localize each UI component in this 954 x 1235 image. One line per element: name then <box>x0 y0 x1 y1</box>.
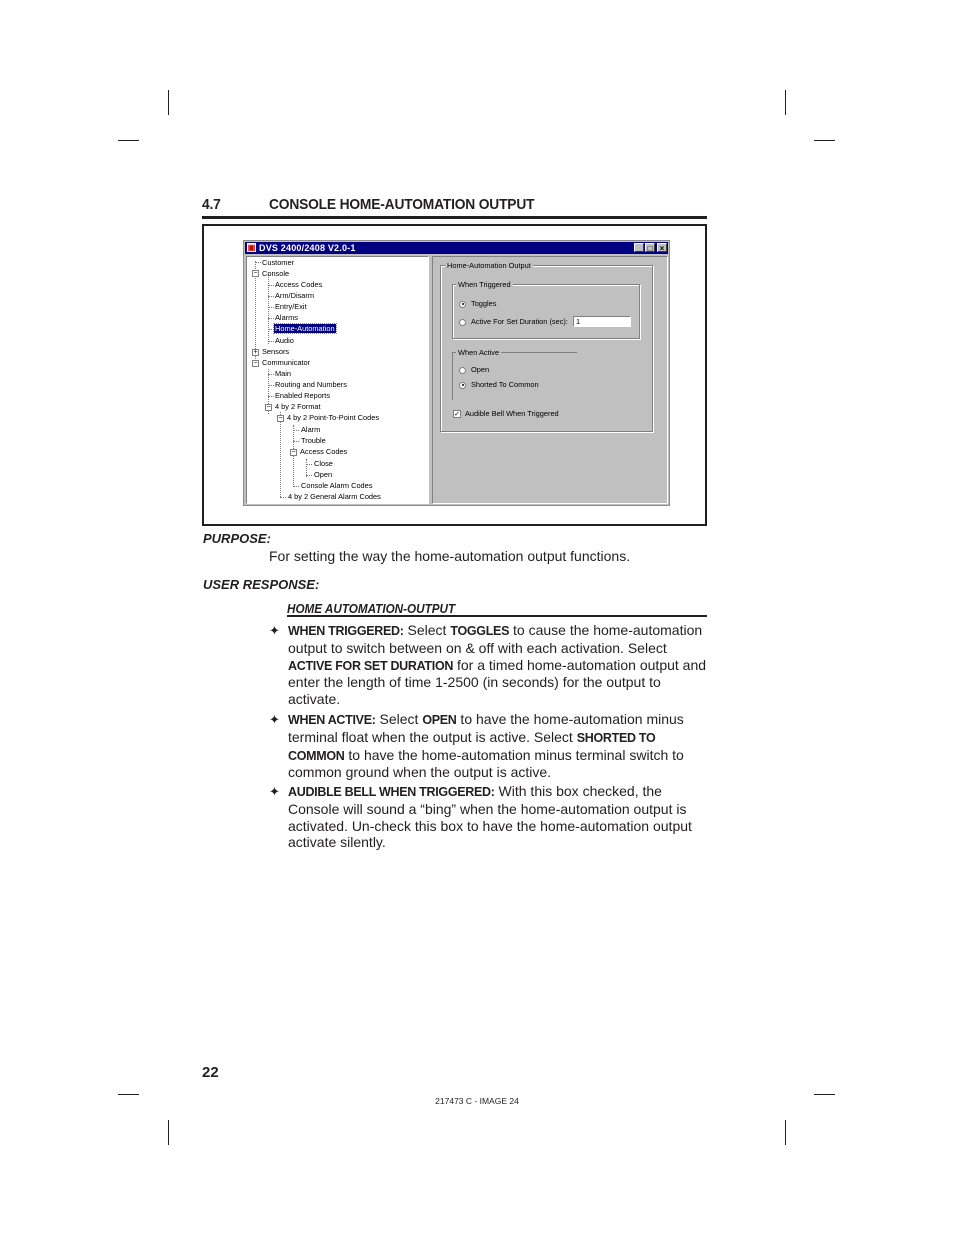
tree-item-4by2-general-codes[interactable]: 4 by 2 General Alarm Codes <box>288 492 381 501</box>
tree-item-sensors[interactable]: Sensors <box>262 347 290 356</box>
section-number: 4.7 <box>202 196 221 213</box>
tree-item-customer[interactable]: Customer <box>262 258 295 267</box>
crop-mark <box>168 1120 169 1145</box>
tree-connector <box>268 318 274 319</box>
tree-connector <box>268 296 274 297</box>
screenshot-frame <box>202 224 707 526</box>
collapse-icon[interactable]: − <box>291 449 296 456</box>
tree-connector <box>268 374 274 375</box>
duration-input[interactable]: 1 <box>573 316 631 327</box>
window-title: DVS 2400/2408 V2.0-1 <box>259 243 356 253</box>
subheading: HOME AUTOMATION-OUTPUT <box>287 600 707 617</box>
tree-item-alarm[interactable]: Alarm <box>301 425 321 434</box>
tree-connector <box>268 385 274 386</box>
tree-item-open[interactable]: Open <box>314 470 333 479</box>
tree-item-access-codes-sub[interactable]: Access Codes <box>300 447 348 456</box>
radio-selected-icon <box>459 382 466 389</box>
radio-unselected-icon <box>459 367 466 374</box>
purpose-label: PURPOSE: <box>203 531 271 546</box>
user-response-label: USER RESPONSE: <box>203 577 320 592</box>
tree-item-close[interactable]: Close <box>314 459 333 468</box>
toggles-radio[interactable]: Toggles <box>459 299 496 308</box>
bullet-icon: ✦ <box>269 712 280 727</box>
radio-unselected-icon <box>459 319 466 326</box>
settings-tree[interactable] <box>246 256 429 504</box>
group-title: Home-Automation Output <box>447 261 531 270</box>
collapse-icon[interactable]: − <box>253 360 258 367</box>
when-active-group <box>452 348 577 400</box>
section-heading <box>202 196 707 219</box>
when-triggered-group <box>452 280 640 339</box>
tree-item-trouble[interactable]: Trouble <box>301 436 326 445</box>
crop-mark <box>814 1094 835 1095</box>
audible-bell-checkbox[interactable]: ✓ Audible Bell When Triggered <box>454 409 559 419</box>
close-icon[interactable]: × <box>657 243 667 252</box>
when-active-label: When Active <box>458 348 500 357</box>
crop-mark <box>118 1094 139 1095</box>
tree-connector <box>268 285 274 286</box>
crop-mark <box>168 90 169 115</box>
open-radio[interactable]: Open <box>459 365 489 374</box>
tree-connector <box>280 497 286 498</box>
list-item: WHEN ACTIVE: Select OPEN to have the home-automation minus terminal float when the output is active. Select SHORTED TO COMMON to have the home-automation minus terminal switch to common ground when the output is active. <box>288 711 684 781</box>
app-icon: ▣ <box>247 243 256 252</box>
tree-item-arm-disarm[interactable]: Arm/Disarm <box>275 291 315 300</box>
bullet-icon: ✦ <box>269 784 280 799</box>
collapse-icon[interactable]: − <box>266 404 271 411</box>
radio-selected-icon <box>459 301 466 308</box>
crop-mark <box>785 1120 786 1145</box>
tree-item-main[interactable]: Main <box>275 369 292 378</box>
tree-item-alarms[interactable]: Alarms <box>275 313 298 322</box>
tree-item-audio[interactable]: Audio <box>275 336 294 345</box>
settings-panel <box>432 256 668 504</box>
tree-connector <box>268 396 274 397</box>
tree-connector <box>255 262 261 263</box>
tree-connector <box>280 412 281 497</box>
shorted-to-common-radio[interactable]: Shorted To Common <box>459 380 539 389</box>
page-number: 22 <box>202 1064 219 1081</box>
expand-icon[interactable]: + <box>253 349 258 356</box>
tree-item-access-codes[interactable]: Access Codes <box>275 280 323 289</box>
tree-connector <box>293 430 299 431</box>
tree-connector <box>306 464 312 465</box>
maximize-icon[interactable]: □ <box>645 243 655 252</box>
minimize-icon[interactable]: _ <box>634 243 644 252</box>
crop-mark <box>785 90 786 115</box>
checkbox-checked-icon: ✓ <box>454 411 460 419</box>
list-item: AUDIBLE BELL WHEN TRIGGERED: With this box checked, the Console will sound a “bing” when the home-automation output is activated. Un-check this box to have the home-automation output activate silently. <box>288 783 692 851</box>
tree-item-enabled-reports[interactable]: Enabled Reports <box>275 391 331 400</box>
bullet-icon: ✦ <box>269 623 280 638</box>
tree-connector <box>293 486 299 487</box>
tree-connector <box>268 307 274 308</box>
window-titlebar[interactable] <box>245 242 668 254</box>
crop-mark <box>814 140 835 141</box>
tree-connector <box>268 341 274 342</box>
home-automation-output-group <box>440 261 653 432</box>
list-item: WHEN TRIGGERED: Select TOGGLES to cause the home-automation output to switch between on & off with each activation. Select ACTIVE FOR SET DURATION for a timed home-automation output and enter the length of time 1-2500 (in seconds) for the output to activate. <box>288 622 707 708</box>
collapse-icon[interactable]: − <box>253 270 258 277</box>
tree-item-console-alarm-codes[interactable]: Console Alarm Codes <box>301 481 373 490</box>
tree-item-communicator[interactable]: Communicator <box>262 358 311 367</box>
tree-item-4by2-point-codes[interactable]: 4 by 2 Point-To-Point Codes <box>287 413 380 422</box>
tree-item-home-automation[interactable]: Home-Automation <box>275 324 335 333</box>
tree-item-console[interactable]: Console <box>262 269 290 278</box>
tree-item-routing-numbers[interactable]: Routing and Numbers <box>275 380 347 389</box>
purpose-text: For setting the way the home-automation output functions. <box>269 548 631 564</box>
collapse-icon[interactable]: − <box>278 415 283 422</box>
tree-item-4by2-format[interactable]: 4 by 2 Format <box>275 402 321 411</box>
crop-mark <box>118 140 139 141</box>
when-triggered-label: When Triggered <box>458 280 511 289</box>
active-duration-radio[interactable]: Active For Set Duration (sec): <box>459 317 568 326</box>
tree-item-entry-exit[interactable]: Entry/Exit <box>275 302 307 311</box>
tree-connector <box>293 441 299 442</box>
footer-code: 217473 C - IMAGE 24 <box>435 1096 519 1106</box>
section-title: CONSOLE HOME-AUTOMATION OUTPUT <box>269 196 535 213</box>
tree-connector <box>306 475 312 476</box>
app-window <box>243 240 670 506</box>
